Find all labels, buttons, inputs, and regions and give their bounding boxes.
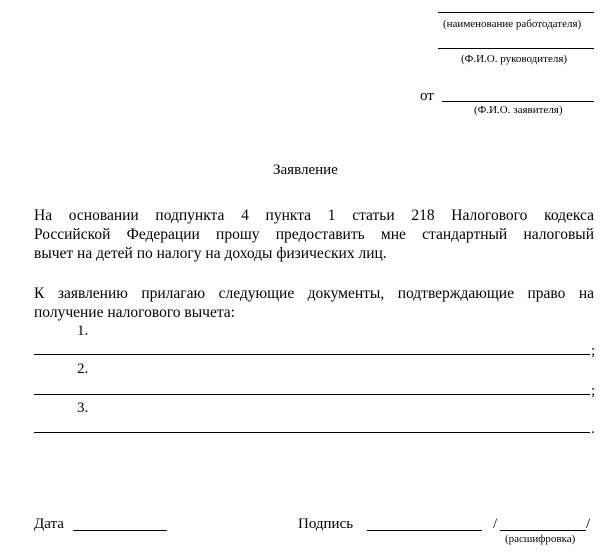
- paragraph-attachments-line: К заявлению прилагаю следующие документы, подтверждающие право на: [34, 285, 594, 302]
- document-end-1: ;: [591, 343, 596, 359]
- document-end-2: ;: [591, 383, 596, 399]
- document-number-2: 2.: [77, 361, 89, 377]
- from-label: от: [420, 88, 434, 104]
- signature-line[interactable]: [367, 530, 482, 531]
- document-line-2[interactable]: [34, 394, 590, 395]
- employer-caption: (наименование работодателя): [443, 18, 582, 30]
- manager-line[interactable]: [438, 48, 594, 49]
- paragraph-request-line: На основании подпункта 4 пункта 1 статьи 218 Налогового кодекса: [34, 207, 594, 224]
- applicant-caption: (Ф.И.О. заявителя): [474, 104, 563, 116]
- manager-caption: (Ф.И.О. руководителя): [461, 53, 568, 65]
- date-label: Дата: [34, 516, 64, 532]
- employer-line[interactable]: [438, 12, 594, 13]
- decoding-slash: /: [586, 516, 591, 532]
- paragraph-request-line: Российской Федерации прошу предоставить мне стандартный налоговый: [34, 226, 594, 243]
- applicant-line[interactable]: [442, 101, 594, 102]
- document-end-3: .: [591, 421, 595, 437]
- signature-label: Подпись: [298, 516, 354, 532]
- document-line-3[interactable]: [34, 432, 590, 433]
- paragraph-request: [34, 206, 594, 263]
- decoding-line[interactable]: [500, 530, 586, 531]
- document-number-3: 3.: [77, 400, 89, 416]
- document-title: Заявление: [273, 162, 338, 178]
- document-line-1[interactable]: [34, 354, 590, 355]
- paragraph-attachments-line: получение налогового вычета:: [34, 304, 235, 321]
- signature-slash: /: [493, 516, 498, 532]
- decoding-caption: (расшифровка): [505, 533, 576, 545]
- document-number-1: 1.: [77, 323, 89, 339]
- date-line[interactable]: [73, 530, 167, 531]
- paragraph-attachments: [34, 284, 594, 322]
- paragraph-request-line: вычет на детей по налогу на доходы физических лиц.: [34, 245, 387, 262]
